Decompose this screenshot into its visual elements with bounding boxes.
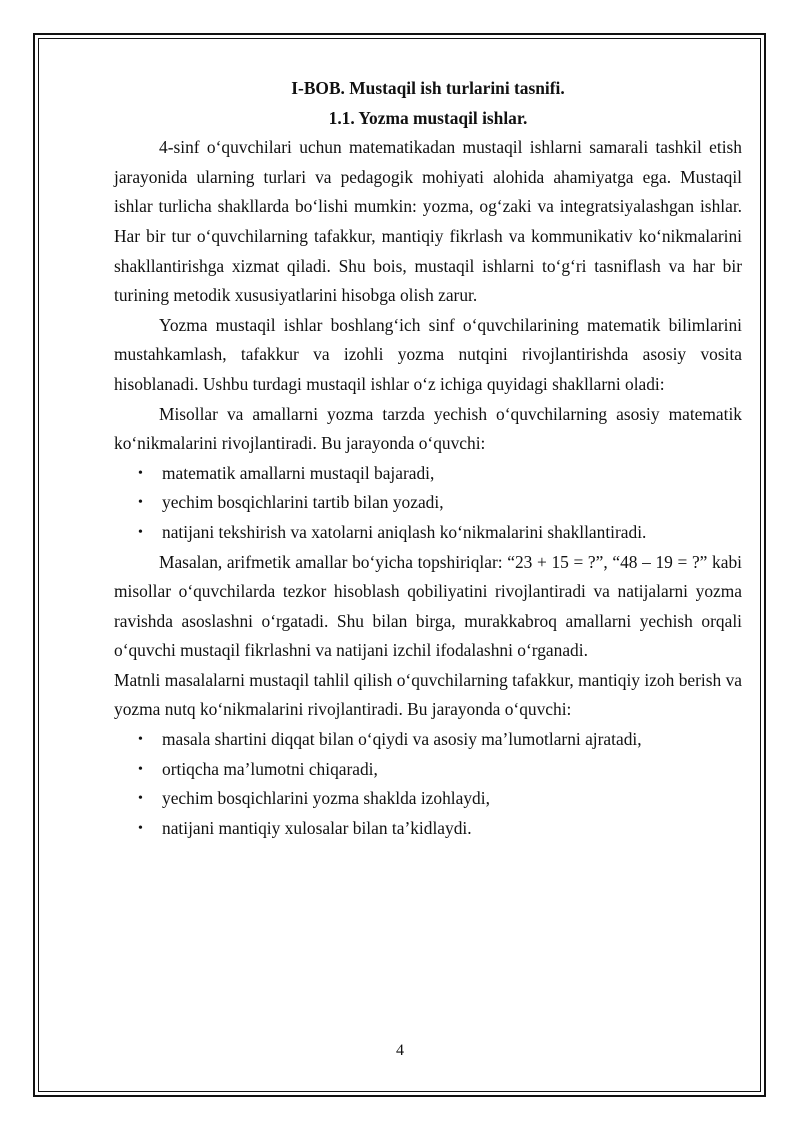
list-item-text: ortiqcha ma’lumotni chiqaradi, bbox=[162, 758, 378, 779]
bullet-icon: • bbox=[138, 791, 143, 807]
bullet-list-1 bbox=[114, 459, 742, 548]
paragraph-word-problems: Matnli masalalarni mustaqil tahlil qilish o‘quvchilarning tafakkur, mantiqiy izoh berish va yozma nutq ko‘nikmalarini rivojlantiradi. Bu jarayonda o‘quvchi: bbox=[114, 669, 742, 720]
page-content bbox=[114, 74, 742, 843]
list-item-text: natijani tekshirish va xatolarni aniqlash ko‘nikmalarini shakllantiradi. bbox=[162, 521, 647, 542]
list-item-text: natijani mantiqiy xulosalar bilan ta’kidlaydi. bbox=[162, 817, 472, 838]
list-item-text: yechim bosqichlarini tartib bilan yozadi, bbox=[162, 492, 444, 513]
bullet-icon: • bbox=[138, 732, 143, 748]
paragraph-examples: Misollar va amallarni yozma tarzda yechish o‘quvchilarning asosiy matematik ko‘nikmalarini rivojlantiradi. Bu jarayonda o‘quvchi: bbox=[114, 403, 742, 454]
list-item-text: matematik amallarni mustaqil bajaradi, bbox=[162, 462, 435, 483]
bullet-icon: • bbox=[138, 524, 143, 540]
list-item bbox=[114, 518, 742, 548]
list-item bbox=[114, 459, 742, 489]
chapter-title: I-BOB. Mustaqil ish turlarini tasnifi. bbox=[291, 78, 565, 98]
bullet-icon: • bbox=[138, 465, 143, 481]
page-number: 4 bbox=[396, 1042, 404, 1059]
list-item-text: yechim bosqichlarini yozma shaklda izohlaydi, bbox=[162, 788, 490, 809]
bullet-icon: • bbox=[138, 495, 143, 511]
bullet-icon: • bbox=[138, 820, 143, 836]
bullet-list-2 bbox=[114, 725, 742, 843]
section-title: 1.1. Yozma mustaqil ishlar. bbox=[328, 107, 528, 128]
list-item bbox=[114, 784, 742, 814]
bullet-icon: • bbox=[138, 761, 143, 777]
list-item-text: masala shartini diqqat bilan o‘qiydi va asosiy ma’lumotlarni ajratadi, bbox=[162, 729, 642, 750]
list-item bbox=[114, 814, 742, 844]
paragraph-written-work: Yozma mustaqil ishlar boshlang‘ich sinf o‘quvchilarining matematik bilimlarini mustahkamlash, tafakkur va izohli yozma nutqini rivojlantirishda asosiy vosita hisoblanadi. Ushbu turdagi mustaqil ishlar o‘z ichiga quyidagi shakllarni oladi: bbox=[114, 314, 742, 394]
list-item bbox=[114, 755, 742, 785]
paragraph-example-tasks: Masalan, arifmetik amallar bo‘yicha topshiriqlar: “23 + 15 = ?”, “48 – 19 = ?” kabi misollar o‘quvchilarda tezkor hisoblash qobiliyatini rivojlantiradi va natijalarni yozma ravishda asoslashni o‘rgatadi. Shu bilan birga, murakkabroq amallarni yechish orqali o‘quvchi mustaqil fikrlashni va natijani izchil ifodalashni o‘rganadi. bbox=[114, 551, 742, 661]
list-item bbox=[114, 488, 742, 518]
paragraph-intro: 4-sinf o‘quvchilari uchun matematikadan mustaqil ishlarni samarali tashkil etish jarayonida ularning turlari va pedagogik mohiyati alohida ahamiyatga ega. Mustaqil ishlar turlicha shakllarda bo‘lishi mumkin: yozma, og‘zaki va integratsiyalashgan ishlar. Har bir tur o‘quvchilarning tafakkur, mantiqiy fikrlash va kommunikativ ko‘nikmalarini shakllantirishga xizmat qiladi. Shu bois, mustaqil ishlarni to‘g‘ri tasniflash va har bir turining metodik xususiyatlarini hisobga olish zarur. bbox=[114, 137, 742, 306]
list-item bbox=[114, 725, 742, 755]
